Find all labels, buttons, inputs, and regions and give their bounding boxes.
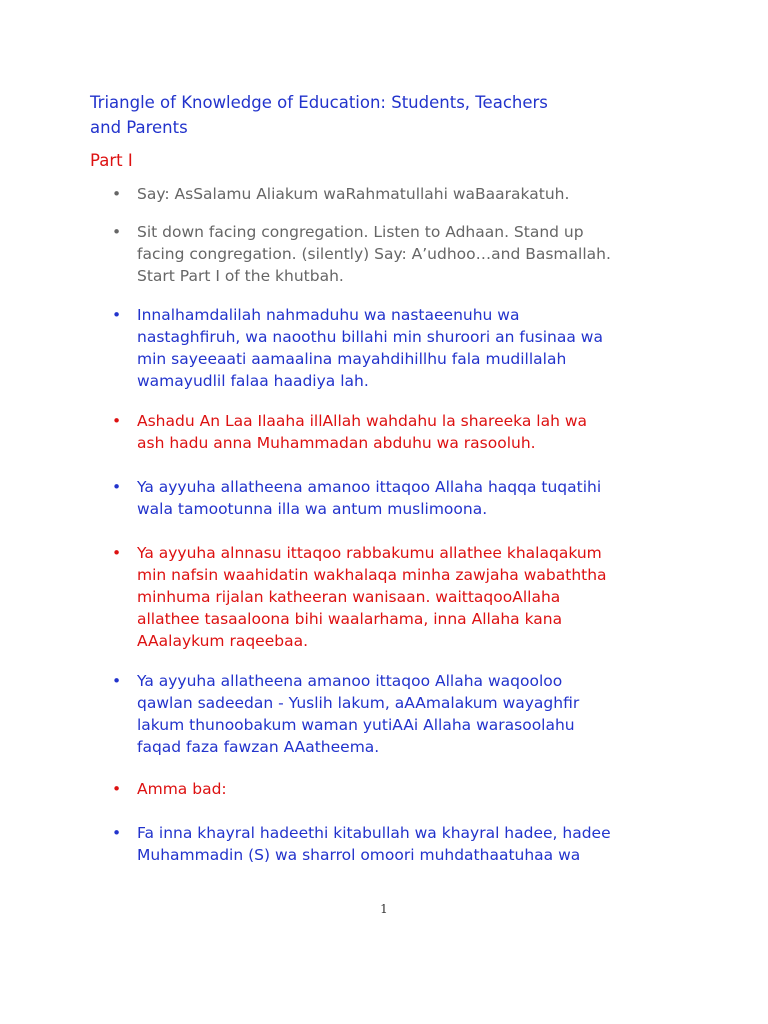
list-item [112,822,682,866]
bullet-icon: • [112,412,122,430]
bullet-icon: • [112,306,122,324]
list-item-text: Sit down facing congregation. Listen to Adhaan. Stand up facing congregation. (silently) Say: A’udhoo…and Basmallah. Start Part I of the khutbah. [137,223,611,285]
list-item [112,778,682,800]
list-item-text: Ashadu An Laa Ilaaha illAllah wahdahu la shareeka lah wa ash hadu anna Muhammadan abduhu wa rasooluh. [137,412,588,452]
list-item [112,476,682,520]
list-item-text: Say: AsSalamu Aliakum waRahmatullahi waBaarakatuh. [137,185,570,203]
list-item [112,542,682,652]
list-item-text: Ya ayyuha alnnasu ittaqoo rabbakumu allathee khalaqakum min nafsin waahidatin wakhalaqa minha zawjaha wabaththa minhuma rijalan katheeran wanisaan. waittaqooAllaha allathee tasaaloona bihi waalarhama, inna Allaha kana AAalaykum raqeebaa. [137,544,607,650]
list-item-text: Ya ayyuha allatheena amanoo ittaqoo Allaha waqooloo qawlan sadeedan - Yuslih lakum, aAAmalakum wayaghfir lakum thunoobakum waman yutiAAi Allaha warasoolahu faqad faza fawzan AAatheema. [137,672,580,756]
list-item-text: Fa inna khayral hadeethi kitabullah wa khayral hadee, hadee Muhammadin (S) wa sharrol omoori muhdathaatuhaa wa [137,824,611,864]
bullet-icon: • [112,478,122,496]
list-item-text: Ya ayyuha allatheena amanoo ittaqoo Allaha haqqa tuqatihi wala tamootunna illa wa antum muslimoona. [137,478,602,518]
list-item [112,183,682,205]
bullet-icon: • [112,223,122,241]
bullet-icon: • [112,185,122,203]
page-number: 1 [380,902,388,916]
document-title: Triangle of Knowledge of Education: Students, Teachers and Parents [90,93,548,137]
bullet-icon: • [112,780,122,798]
list-item [112,410,682,454]
list-item-text: Amma bad: [137,780,227,798]
bullet-icon: • [112,544,122,562]
bullet-icon: • [112,824,122,842]
list-item [112,670,682,758]
list-item [112,304,682,392]
list-item [112,221,682,287]
list-item-text: Innalhamdalilah nahmaduhu wa nastaeenuhu wa nastaghfiruh, wa naoothu billahi min shuroori an fusinaa wa min sayeeaati aamaalina mayahdihillhu fala mudillalah wamayudlil falaa haadiya lah. [137,306,603,390]
bullet-icon: • [112,672,122,690]
part-heading: Part I [90,151,133,170]
